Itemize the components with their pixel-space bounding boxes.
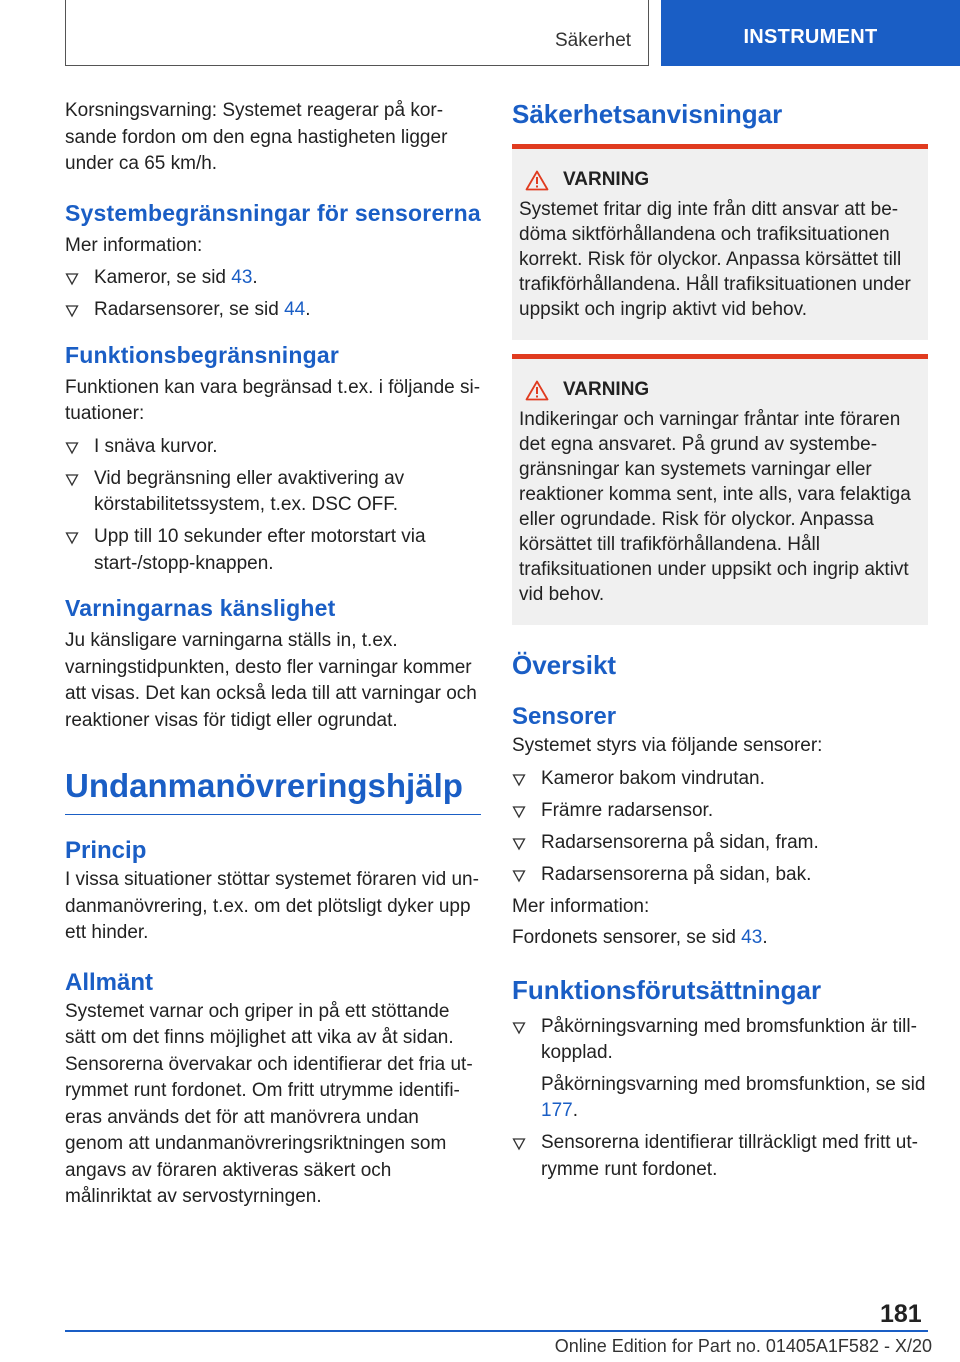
func-limits-list (65, 434, 481, 578)
prereq-subtext: Påkörningsvarning med bromsfunktion, se sid 177. (541, 1073, 926, 1121)
warning-box (512, 144, 928, 340)
right-column (512, 98, 928, 1189)
triangle-bullet-icon (65, 272, 79, 286)
list-item: Vid begränsning eller avaktivering av körstabilitetssystem, t.ex. DSC OFF. (65, 466, 481, 519)
triangle-bullet-icon (65, 441, 79, 455)
triangle-bullet-icon (512, 805, 526, 819)
triangle-bullet-icon (65, 531, 79, 545)
warning-label: VARNING (563, 379, 650, 400)
triangle-bullet-icon (65, 473, 79, 487)
page-number: 181 (880, 1300, 922, 1328)
sys-limits-heading: Systembegränsningar för sensorerna (65, 199, 481, 226)
footer-divider (65, 1330, 928, 1332)
general-heading: Allmänt (65, 968, 154, 996)
list-item: Främre radarsensor. (512, 798, 928, 825)
triangle-bullet-icon (512, 869, 526, 883)
overview-heading: Översikt (512, 650, 617, 680)
left-column (65, 98, 481, 1211)
triangle-bullet-icon (512, 837, 526, 851)
sys-limits-list (65, 265, 481, 324)
header-section-label: Säkerhet (555, 30, 632, 51)
sys-limits-text: Mer information: (65, 234, 203, 256)
triangle-bullet-icon (65, 304, 79, 318)
general-text: Systemet varnar och griper in på ett stöttande sätt om det finns möjlighet att vika av åt sidan. Sensorerna övervakar och identifierar det fria utrymmet runt fordonet. Om fritt utrymme identifieras används det för att manövrera undan genom att undanmanövreringsriktningen som angavs av föraren aktiveras säkert och målinriktat av servostyrningen. (65, 1000, 473, 1207)
header-chapter-tab: INSTRUMENT (661, 0, 960, 66)
list-item: Radarsensorerna på sidan, fram. (512, 830, 928, 857)
footer-edition: Online Edition for Part no. 01405A1F582 - X/20 (554, 1336, 932, 1356)
sensors-more: Mer information: (512, 895, 650, 917)
func-limits-text: Funktionen kan vara begränsad t.ex. i följande situationer: (65, 376, 481, 424)
warning-label: VARNING (563, 169, 650, 190)
sensitivity-text: Ju känsligare varningarna ställs in, t.ex. varningstidpunkten, desto fler varningar kommer att visas. Det kan också leda till att varningar och reaktioner visas för tidigt eller ogrundat. (65, 630, 477, 731)
page-link-43[interactable]: 43 (741, 927, 763, 948)
principle-heading: Princip (65, 837, 147, 864)
warning-text: Indikeringar och varningar fråntar inte föraren det egna ansvaret. På grund av systembegränsningar kan systemets varningar eller reaktioner komma sent, inte alls, vara felaktiga eller ogrundade. Risk för olyckor. Anpassa körsättet till trafikförhållandena. Håll trafiksituationen under uppsikt och ingrip aktivt vid behov. (519, 409, 911, 605)
list-item: Upp till 10 sekunder efter motorstart via start-/stopp-knappen. (65, 524, 481, 577)
prereq-heading: Funktionsförutsättningar (512, 974, 822, 1005)
sensors-heading: Sensorer (512, 703, 617, 730)
list-item: Sensorerna identifierar tillräckligt med fritt utrymme runt fordonet. (512, 1130, 928, 1183)
list-item: Kameror, se sid 43. (65, 265, 481, 292)
list-item: Radarsensorerna på sidan, bak. (512, 862, 928, 889)
page-link-44[interactable]: 44 (284, 299, 306, 320)
principle-text: I vissa situationer stöttar systemet föraren vid undanmanövrering, t.ex. om det plötsligt dyker upp ett hinder. (65, 869, 479, 943)
list-item: Radarsensorer, se sid 44. (65, 297, 481, 324)
evasion-heading: Undanmanövreringshjälp (65, 766, 481, 815)
func-limits-heading: Funktionsbegränsningar (65, 341, 340, 368)
list-item: I snäva kurvor. (65, 434, 481, 461)
triangle-bullet-icon (512, 1021, 526, 1035)
warning-text: Systemet fritar dig inte från ditt ansvar att bedöma siktförhållandena och trafiksituationen korrekt. Risk för olyckor. Anpassa körsättet till trafikförhållandena. Håll trafiksituationen under uppsikt och ingrip aktivt vid behov. (519, 199, 911, 320)
sensors-ref: Fordonets sensorer, se sid 43. (512, 927, 768, 948)
prereq-list (512, 1014, 928, 1184)
sensors-list (512, 766, 928, 889)
triangle-bullet-icon (512, 1137, 526, 1151)
safety-heading: Säkerhetsanvisningar (512, 99, 783, 129)
page-link-177[interactable]: 177 (541, 1100, 573, 1121)
intro-paragraph: Korsningsvarning: Systemet reagerar på korsande fordon om den egna hastigheten ligger under ca 65 km/h. (65, 100, 448, 174)
list-item: Kameror bakom vindrutan. (512, 766, 928, 793)
page-link-43[interactable]: 43 (231, 267, 253, 288)
warning-triangle-icon (525, 380, 549, 401)
sensitivity-heading: Varningarnas känslighet (65, 595, 336, 621)
warning-triangle-icon (525, 170, 549, 191)
triangle-bullet-icon (512, 773, 526, 787)
list-item: Påkörningsvarning med bromsfunktion är tillkopplad. Påkörningsvarning med bromsfunktion, se sid 177. (512, 1014, 928, 1125)
warning-box (512, 354, 928, 625)
sensors-text: Systemet styrs via följande sensorer: (512, 735, 823, 756)
